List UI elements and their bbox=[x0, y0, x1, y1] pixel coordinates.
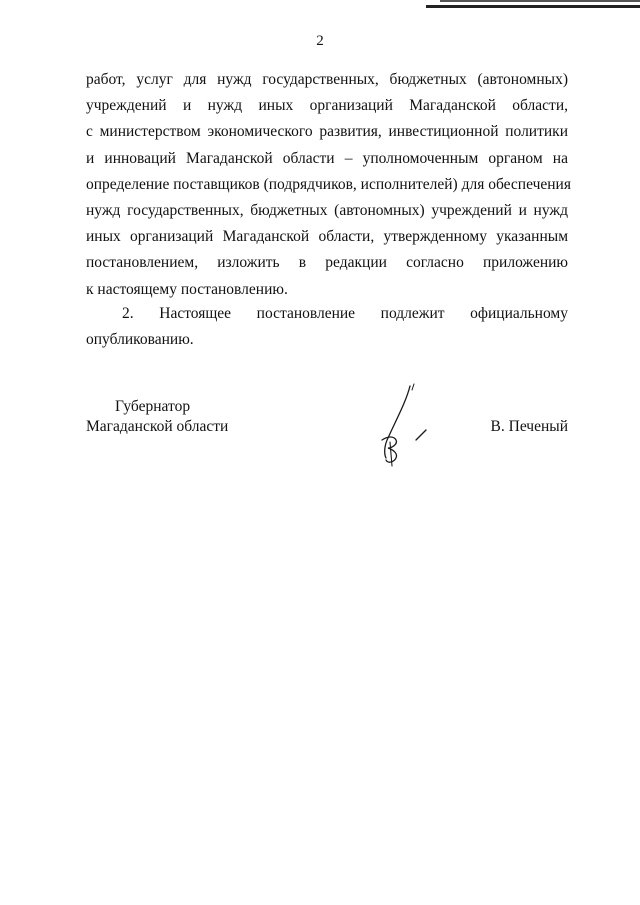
text-line: работ, услуг для нужд государственных, бюджетных (автономных) bbox=[86, 71, 568, 88]
text-line: определение поставщиков (подрядчиков, исполнителей) для обеспечения bbox=[86, 175, 571, 193]
text-line: учреждений и нужд иных организаций Магаданской области, bbox=[86, 97, 568, 115]
text-line: 2. Настоящее постановление подлежит официальному bbox=[122, 305, 568, 322]
text-line: постановлением, изложить в редакции согласно приложению bbox=[86, 254, 568, 272]
signer-name: В. Печеный bbox=[490, 418, 568, 435]
signer-region: Магаданской области bbox=[86, 418, 229, 435]
scan-edge-mark bbox=[426, 5, 640, 8]
signer-title bbox=[86, 397, 228, 437]
paragraph-2 bbox=[86, 301, 568, 353]
text-line: к настоящему постановлению. bbox=[86, 280, 288, 298]
signer-position: Губернатор bbox=[115, 398, 191, 415]
text-line: с министерством экономического развития, инвестиционной политики bbox=[86, 123, 568, 141]
handwritten-signature bbox=[372, 380, 442, 470]
text-line: опубликованию. bbox=[86, 331, 194, 349]
text-line: и инноваций Магаданской области – уполномоченным органом на bbox=[86, 149, 568, 167]
page-number: 2 bbox=[316, 33, 324, 49]
text-line: иных организаций Магаданской области, утвержденному указанным bbox=[86, 228, 568, 246]
text-line: нужд государственных, бюджетных (автономных) учреждений и нужд bbox=[86, 201, 568, 219]
paragraph-1 bbox=[86, 67, 571, 303]
scan-edge-mark bbox=[440, 0, 640, 2]
